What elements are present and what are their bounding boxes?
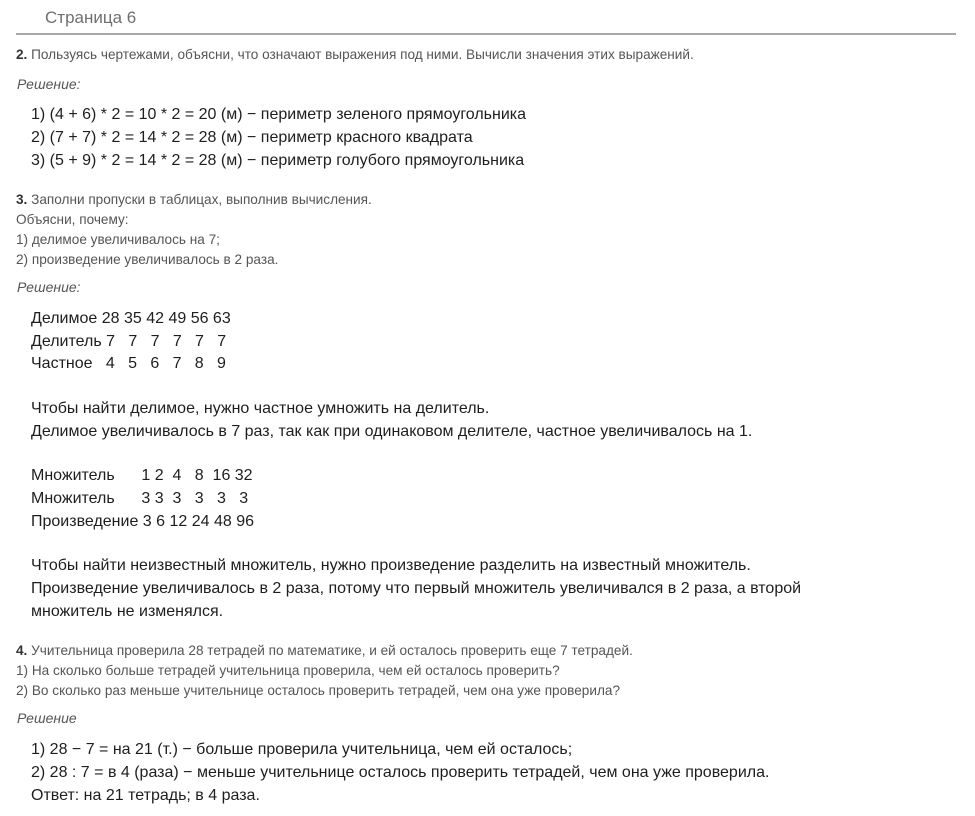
task-2-statement <box>16 45 694 65</box>
explanation-line: Чтобы найти неизвестный множитель, нужно произведение разделить на известный множитель. <box>31 557 751 574</box>
task-text-line: Объясни, почему: <box>16 212 129 227</box>
table-row: Делимое 28 35 42 49 56 63 <box>31 310 231 327</box>
answer-line: 1) 28 − 7 = на 21 (т.) − больше проверила учительница, чем ей осталось; <box>31 741 573 758</box>
task-number: 2. <box>16 47 28 62</box>
task-4-statement <box>16 641 633 661</box>
task-text-line: 2) произведение увеличивалось в 2 раза. <box>16 252 279 267</box>
task-text: Учительница проверила 28 тетрадей по математике, и ей осталось проверить еще 7 тетрадей. <box>27 643 633 658</box>
task-text-line: 1) На сколько больше тетрадей учительница проверила, чем ей осталось проверить? <box>16 663 560 678</box>
task-3-statement <box>16 190 372 210</box>
answer-line: Ответ: на 21 тетрадь; в 4 раза. <box>31 787 260 804</box>
solution-line: 2) (7 + 7) * 2 = 14 * 2 = 28 (м) − периметр красного квадрата <box>31 129 473 146</box>
explanation-line: множитель не изменялся. <box>31 603 224 620</box>
explanation-line: Чтобы найти делимое, нужно частное умножить на делитель. <box>31 400 490 417</box>
solution-label: Решение: <box>17 76 81 92</box>
solution-label: Решение <box>17 710 77 726</box>
table-row: Множитель 3 3 3 3 3 3 <box>31 490 249 507</box>
page-title: Страница 6 <box>45 8 137 27</box>
solution-line: 3) (5 + 9) * 2 = 14 * 2 = 28 (м) − периметр голубого прямоугольника <box>31 152 525 169</box>
solution-label: Решение: <box>17 279 81 295</box>
title-divider <box>16 33 956 35</box>
task-text-line: 1) делимое увеличивалось на 7; <box>16 232 220 247</box>
explanation-line: Произведение увеличивалось в 2 раза, потому что первый множитель увеличивался в 2 раза, а второй <box>31 580 802 597</box>
table-row: Частное 4 5 6 7 8 9 <box>31 355 226 372</box>
table-row: Делитель 7 7 7 7 7 7 <box>31 333 227 350</box>
task-text-line: 2) Во сколько раз меньше учительнице осталось проверить тетрадей, чем она уже проверила? <box>16 683 621 698</box>
task-number: 3. <box>16 192 28 207</box>
task-number: 4. <box>16 643 28 658</box>
explanation-line: Делимое увеличивалось в 7 раз, так как при одинаковом делителе, частное увеличивалось на 1. <box>31 423 753 440</box>
solution-line: 1) (4 + 6) * 2 = 10 * 2 = 20 (м) − периметр зеленого прямоугольника <box>31 106 527 123</box>
table-row: Произведение 3 6 12 24 48 96 <box>31 513 254 530</box>
answer-line: 2) 28 : 7 = в 4 (раза) − меньше учительнице осталось проверить тетрадей, чем она уже проверила. <box>31 764 770 781</box>
task-text: Пользуясь чертежами, объясни, что означают выражения под ними. Вычисли значения этих выражений. <box>27 47 694 62</box>
table-row: Множитель 1 2 4 8 16 32 <box>31 467 253 484</box>
task-text: Заполни пропуски в таблицах, выполнив вычисления. <box>27 192 372 207</box>
